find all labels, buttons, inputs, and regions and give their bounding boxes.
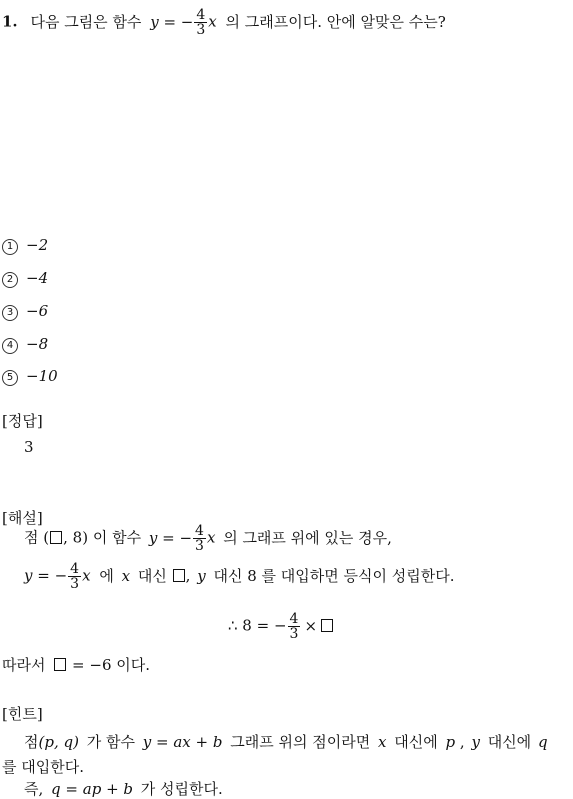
- hint-line-2: 를 대입한다.: [2, 758, 84, 776]
- explanation-fraction: $\frac{4}{3}$: [289, 611, 299, 642]
- blank-box-icon: [50, 531, 62, 544]
- explanation-line-1: 점 ( , 8) 이 함수 y = − $\frac{4}{3}$ x 의 그래프 위에 있는 경우,: [24, 523, 392, 554]
- hint-line-1: 점(p, q) 가 함수 y = ax + b 그래프 위의 점이라면 x 대신에 p , y 대신에 q: [24, 733, 548, 751]
- choice-5[interactable]: [2, 367, 58, 386]
- choice-value: −4: [26, 269, 49, 287]
- choice-number-icon: 4: [2, 338, 18, 354]
- question-text-before: 다음 그림은 함수: [30, 12, 142, 31]
- choice-4[interactable]: [2, 335, 48, 354]
- answer-value: 3: [24, 438, 34, 456]
- choice-1[interactable]: [2, 236, 48, 255]
- question-function-lhs: y = −: [150, 12, 194, 31]
- hint-heading: [힌트]: [2, 705, 43, 723]
- question-line: [2, 8, 446, 37]
- choice-value: −10: [26, 367, 58, 385]
- choice-2[interactable]: [2, 269, 48, 288]
- explanation-line-4: 따라서 = −6 이다.: [2, 656, 151, 674]
- choice-number-icon: 1: [2, 239, 18, 255]
- choice-3[interactable]: [2, 302, 48, 321]
- choice-value: −6: [26, 302, 49, 320]
- explanation-line-2: y = − $\frac{4}{3}$ x 에 x 대신 , y 대신 8 를 대입하면 등식이 성립한다.: [24, 561, 455, 592]
- choice-value: −8: [26, 335, 49, 353]
- blank-box-icon: [321, 619, 333, 632]
- choice-number-icon: 2: [2, 272, 18, 288]
- question-text-after: 의 그래프이다. 안에 알맞은 수는?: [225, 12, 446, 31]
- explanation-line-3: ∴ 8 = − $\frac{4}{3}$ ×: [228, 612, 334, 641]
- question-function-var: x: [208, 12, 217, 31]
- choice-number-icon: 3: [2, 305, 18, 321]
- answer-heading: [정답]: [2, 412, 43, 430]
- explanation-fraction: $\frac{4}{3}$: [195, 523, 204, 554]
- question-fraction: $\frac{4}{3}$: [196, 7, 206, 38]
- choice-number-icon: 5: [2, 370, 18, 386]
- explanation-fraction: $\frac{4}{3}$: [70, 561, 80, 592]
- graph-area: [0, 40, 573, 230]
- hint-line-3: 즉, q = ap + b 가 성립한다.: [24, 780, 223, 798]
- question-number: 1.: [2, 12, 18, 31]
- explanation-heading: [해설]: [2, 509, 43, 527]
- blank-box-icon: [54, 658, 66, 671]
- blank-box-icon: [173, 569, 185, 582]
- choice-value: −2: [26, 236, 49, 254]
